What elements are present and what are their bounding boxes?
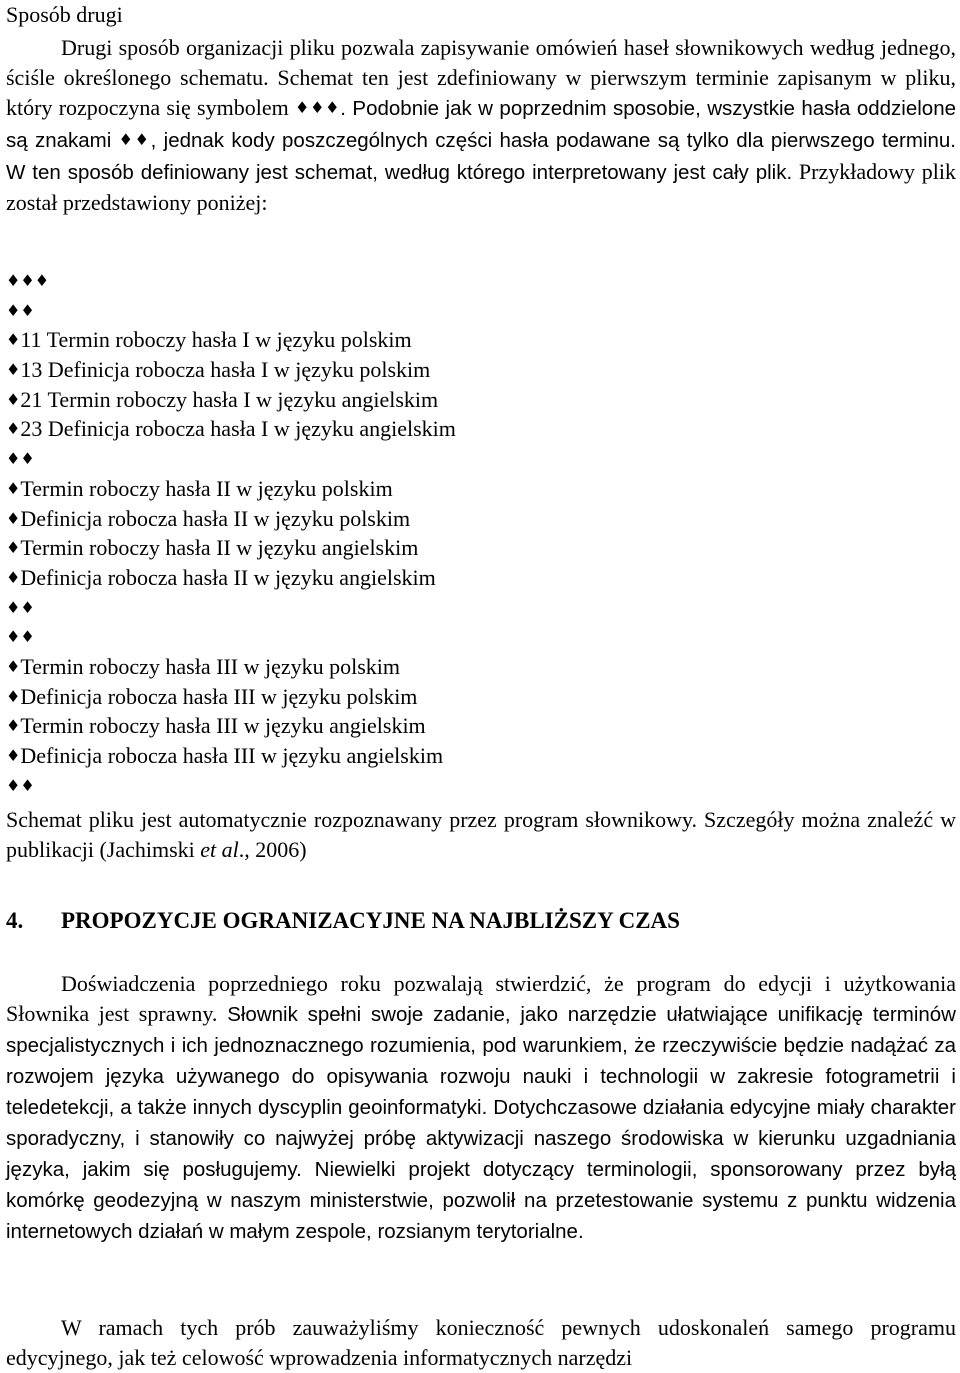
subsection-heading: Sposób drugi xyxy=(6,2,123,27)
schema-line-text: Definicja robocza hasła II w języku angielskim xyxy=(20,564,436,590)
diamond-symbol: ♦ xyxy=(6,567,21,587)
schema-line-text: Termin roboczy hasła II w języku angielskim xyxy=(20,535,419,561)
double-diamond-symbol: ♦♦ xyxy=(118,130,151,149)
schema-line xyxy=(6,711,456,741)
schema-line xyxy=(6,741,456,771)
schema-line xyxy=(6,771,456,801)
schema-note-text-a: Schemat pliku jest automatycznie rozpoznawany przez program słownikowy. Szczegóły można znaleźć w publikacji (Jachimski xyxy=(6,807,956,862)
schema-line-text: 13 Definicja robocza hasła I w języku polskim xyxy=(20,357,431,383)
section-p1-serif: Doświadczenia poprzedniego roku pozwalają stwierdzić, że program do edycji i użytkowania Słownika jest sprawny. xyxy=(6,971,956,1026)
diamond-symbol: ♦ xyxy=(6,389,21,409)
intro-text-sans-a: . Podobnie jak w poprzednim sposobie, wszystkie hasła oddzielone są znakami xyxy=(6,97,957,152)
section-heading xyxy=(6,908,680,934)
schema-line xyxy=(6,563,456,593)
diamond-symbol: ♦ xyxy=(6,746,21,765)
schema-line xyxy=(6,355,456,385)
triple-diamond-symbol: ♦♦♦ xyxy=(294,98,341,117)
diamond-symbol: ♦ xyxy=(6,538,21,558)
intro-text-sans-b: , jednak kody poszczególnych części hasła podawane są tylko dla pierwszego terminu. W ten sposób definiowany jest schemat, według którego interpretowany jest cały plik. xyxy=(6,129,957,184)
schema-line-text: Definicja robocza hasła III w języku angielskim xyxy=(20,743,444,768)
diamond-symbol: ♦ xyxy=(6,330,21,350)
diamond-symbol: ♦♦ xyxy=(6,300,35,320)
section-title: PROPOZYCJE OGRANIZACYJNE NA NAJBLIŻSZY CZAS xyxy=(61,908,680,933)
diamond-symbol: ♦♦ xyxy=(6,627,35,647)
schema-line xyxy=(6,296,456,326)
schema-line xyxy=(6,622,456,652)
schema-line-text: 23 Definicja robocza hasła I w języku angielskim xyxy=(20,416,456,442)
schema-line-text: Termin roboczy hasła III w języku polskim xyxy=(20,653,401,679)
diamond-symbol: ♦ xyxy=(6,478,21,498)
diamond-symbol: ♦ xyxy=(6,716,21,736)
schema-line xyxy=(6,682,456,712)
schema-line xyxy=(6,385,456,415)
diamond-symbol: ♦ xyxy=(6,419,21,439)
schema-example xyxy=(6,266,456,800)
section-p1-sans: Słownik spełni swoje zadanie, jako narzędzie ułatwiające unifikację terminów specjalistycznych i ich jednoznacznego rozumienia, pod warunkiem, że rzeczywiście będzie nadążać za rozwojem języka używanego do opisywania rozwoju nauki i technologii w zakresie fotogrametrii i teledetekcji, a także innych dyscyplin geoinformatyki. Dotychczasowe działania edycyjne miały charakter sporadyczny, i stanowiły co najwyżej próbę aktywizacji naszego środowiska w kierunku uzgadniania języka, jakim się posługujemy. Niewielki projekt dotyczący terminologii, sponsorowany przez byłą komórkę geodezyjną w naszym ministerstwie, pozwolił na przetestowanie systemu z punktu widzenia internetowych działań w małym zespole, rozsianym terytorialne. xyxy=(6,1003,956,1243)
diamond-symbol: ♦♦ xyxy=(6,775,35,795)
schema-note-paragraph xyxy=(6,805,956,865)
diamond-symbol: ♦♦♦ xyxy=(6,271,50,290)
intro-text-serif-end: Przykładowy plik został przedstawiony poniżej: xyxy=(6,159,956,215)
schema-line xyxy=(6,325,456,355)
section-paragraph-1 xyxy=(6,969,956,1247)
diamond-symbol: ♦♦ xyxy=(6,597,35,617)
diamond-symbol: ♦ xyxy=(6,656,21,676)
schema-line xyxy=(6,504,456,534)
schema-line-text: 11 Termin roboczy hasła I w języku polskim xyxy=(20,327,412,353)
section-paragraph-2: W ramach tych prób zauważyliśmy konieczność pewnych udoskonaleń samego programu edycyjnego, jak też celowość wprowadzenia informatycznych narzędzi xyxy=(6,1315,956,1370)
intro-text-serif: Drugi sposób organizacji pliku pozwala zapisywanie omówień haseł słownikowych według jednego, ściśle określonego schematu. Schemat ten jest zdefiniowany w pierwszym terminie zapisanym w pliku, który rozpoczyna się symbolem xyxy=(6,35,956,120)
schema-line-text: Termin roboczy hasła II w języku polskim xyxy=(20,475,393,501)
schema-line xyxy=(6,533,456,563)
schema-line xyxy=(6,266,456,296)
schema-line-text: Definicja robocza hasła III w języku polskim xyxy=(20,683,418,709)
diamond-symbol: ♦ xyxy=(6,686,21,706)
schema-line xyxy=(6,474,456,504)
schema-line xyxy=(6,444,456,474)
schema-line-text: 21 Termin roboczy hasła I w języku angielskim xyxy=(20,386,439,412)
diamond-symbol: ♦ xyxy=(6,360,21,380)
diamond-symbol: ♦ xyxy=(6,508,21,528)
schema-line-text: Termin roboczy hasła III w języku angielskim xyxy=(20,713,426,739)
section-number: 4. xyxy=(6,908,24,933)
schema-note-italic: et al xyxy=(200,837,239,862)
schema-line xyxy=(6,593,456,623)
schema-line xyxy=(6,414,456,444)
intro-paragraph xyxy=(6,33,956,218)
diamond-symbol: ♦♦ xyxy=(6,449,35,469)
schema-line-text: Definicja robocza hasła II w języku polskim xyxy=(20,505,411,531)
schema-line xyxy=(6,652,456,682)
schema-note-text-b: ., 2006) xyxy=(238,837,307,862)
